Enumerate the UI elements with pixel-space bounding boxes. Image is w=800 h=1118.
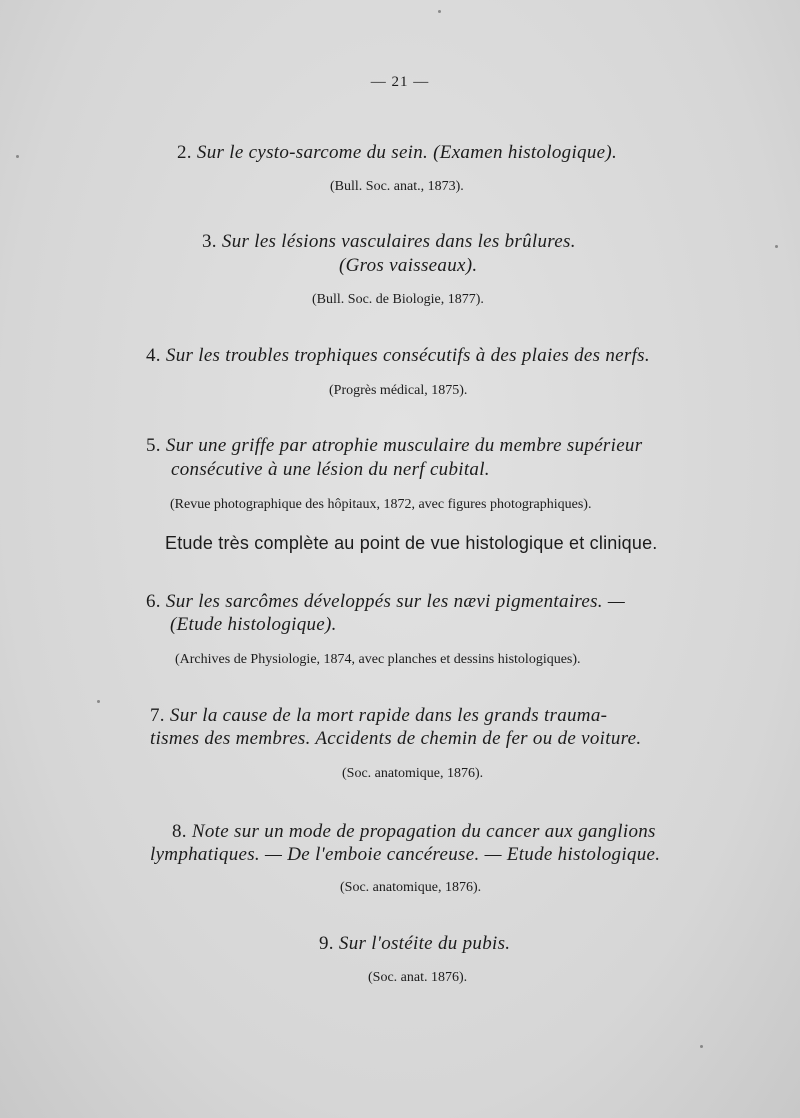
page-number: — 21 — (370, 74, 430, 90)
scan-speck (700, 1045, 703, 1048)
scan-speck (775, 245, 778, 248)
entry-8-title-line-1: 8. Note sur un mode de propagation du cancer aux ganglions (172, 821, 656, 842)
entry-8-title-line-2: lymphatiques. — De l'emboie cancéreuse. — Etude histologique. (150, 844, 661, 865)
scan-speck (438, 10, 441, 13)
entry-9-reference: (Soc. anat. 1876). (368, 970, 468, 985)
entry-2-title: 2. Sur le cysto-sarcome du sein. (Examen histologique). (177, 142, 618, 163)
entry-5-title-line-2: consécutive à une lésion du nerf cubital. (171, 459, 490, 480)
entry-2-reference: (Bull. Soc. anat., 1873). (330, 179, 464, 194)
entry-5-title-line-1: 5. Sur une griffe par atrophie musculaire du membre supérieur (146, 435, 643, 456)
entry-7-title-line-2: tismes des membres. Accidents de chemin de fer ou de voiture. (150, 728, 642, 749)
entry-6-title-line-2: (Etude histologique). (170, 614, 337, 635)
entry-7-title-line-1: 7. Sur la cause de la mort rapide dans les grands trauma- (150, 705, 608, 726)
entry-4-reference: (Progrès médical, 1875). (329, 383, 468, 398)
entry-6-title-line-1: 6. Sur les sarcômes développés sur les nævi pigmentaires. — (146, 591, 626, 612)
entry-3-title-line-2: (Gros vaisseaux). (339, 255, 478, 276)
entry-5-note: Etude très complète au point de vue histologique et clinique. (165, 533, 658, 553)
entry-3-title-line-1: 3. Sur les lésions vasculaires dans les brûlures. (202, 231, 576, 252)
entry-9-title: 9. Sur l'ostéite du pubis. (319, 933, 511, 954)
entry-4-title: 4. Sur les troubles trophiques consécutifs à des plaies des nerfs. (146, 345, 650, 366)
entry-8-reference: (Soc. anatomique, 1876). (340, 880, 482, 895)
entry-6-reference: (Archives de Physiologie, 1874, avec planches et dessins histologiques). (175, 652, 581, 667)
scan-speck (16, 155, 19, 158)
entry-3-reference: (Bull. Soc. de Biologie, 1877). (312, 292, 484, 307)
scan-speck (97, 700, 100, 703)
entry-7-reference: (Soc. anatomique, 1876). (342, 766, 484, 781)
entry-5-reference: (Revue photographique des hôpitaux, 1872, avec figures photographiques). (170, 497, 592, 512)
